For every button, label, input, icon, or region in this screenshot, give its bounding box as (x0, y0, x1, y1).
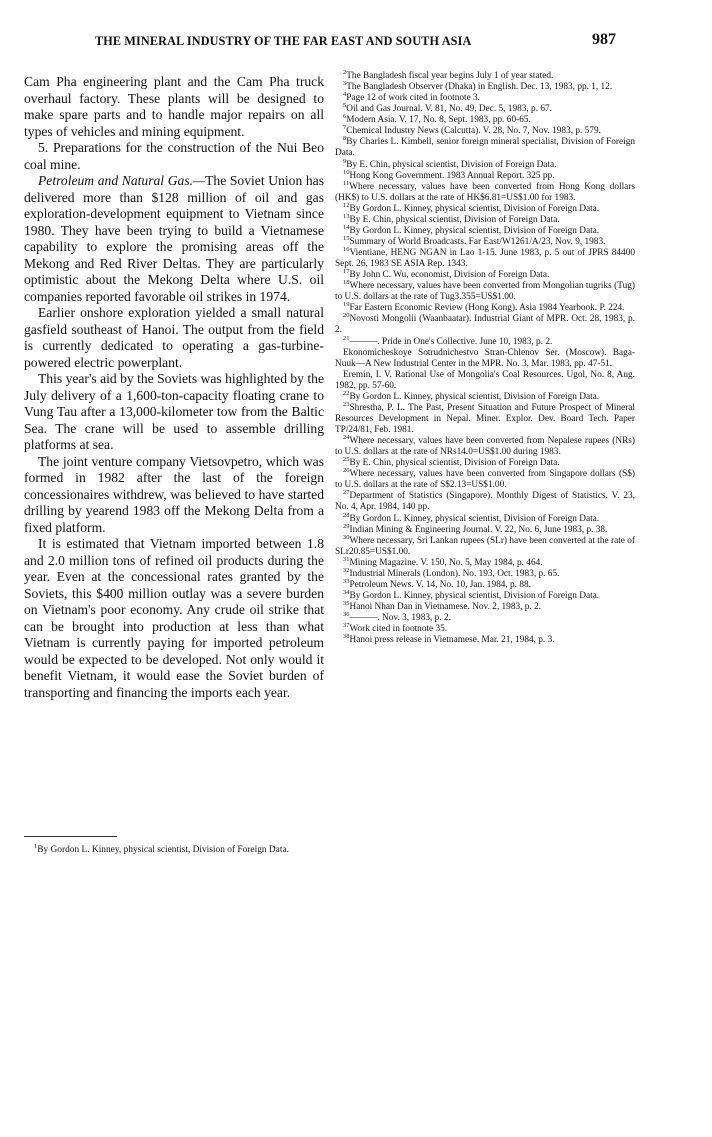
footnote (335, 270, 635, 281)
footnote-marker: 14 (343, 223, 350, 231)
body-paragraph: This year's aid by the Soviets was highlighted by the July delivery of a 1,600-ton-capacity floating crane to Vung Tau after a 13,000-kilometer tow from the Baltic Sea. The crane will be used to assemble drilling platforms at sea. (24, 371, 324, 452)
footnote (335, 555, 635, 569)
footnote-text: Where necessary, values have been converted from Mongolian tugriks (Tug) to U.S. dollars at the rate of Tug3.355=US$1.00. (335, 281, 635, 303)
footnote-marker: 27 (343, 489, 350, 497)
footnote-marker: 4 (343, 91, 347, 99)
footnote-marker: 22 (343, 389, 350, 397)
footnote-marker: 25 (343, 456, 350, 464)
footnote-text: By E. Chin, physical scientist, Division of Foreign Data. (349, 214, 560, 225)
footnote-marker: 37 (343, 622, 350, 630)
footnote (335, 458, 635, 469)
footnote (335, 234, 635, 248)
footnote (335, 137, 635, 159)
footnote-marker: 6 (343, 113, 347, 121)
footnote-marker: 34 (343, 588, 350, 596)
footnote-marker: 3 (343, 80, 347, 88)
footnote-text: By Gordon L. Kinney, physical scientist, Division of Foreign Data. (349, 513, 600, 524)
footnote-marker: 18 (343, 279, 350, 287)
footnote (335, 201, 635, 215)
footnote (335, 93, 635, 104)
footnote-marker: 32 (343, 566, 350, 574)
footnote-text: Chemical Industry News (Calcutta). V. 28, No. 7, Nov. 1983, p. 579. (346, 126, 601, 137)
footnote (335, 281, 635, 303)
footnote-marker: 30 (343, 533, 350, 541)
footnote (335, 212, 635, 226)
footnote-marker: 11 (343, 179, 350, 187)
footnote (335, 126, 635, 137)
footnote-text: Where necessary, values have been converted from Nepalese rupees (NRs) to U.S. dollars at the rate of NRs14.0=US$1.00 during 1983. (335, 436, 635, 458)
footnote-text: Vientiane, HENG NGAN in Lao 1-15. June 1983, p. 5 out of JPRS 84400 Sept. 26, 1983 SE ASIA Rep. 1343. (335, 248, 635, 270)
footnote-text: Where necessary, values have been converted from Singapore dollars (S$) to U.S. dollars at the rate of S$2.13=US$1.00. (335, 469, 635, 491)
footnote-marker: 23 (343, 400, 350, 408)
footnote (335, 314, 635, 336)
footnote-text: Indian Mining & Engineering Journal. V. 22, No. 6, June 1983, p. 38. (349, 524, 608, 535)
footnote-marker: 21 (343, 334, 350, 342)
footnote-text: By Gordon L. Kinney, physical scientist, Division of Foreign Data. (349, 590, 600, 601)
footnote-marker: 26 (343, 467, 350, 475)
footnote-text: Industrial Minerals (London). No. 193, Oct. 1983, p. 65. (349, 568, 560, 579)
running-title: THE MINERAL INDUSTRY OF THE FAR EAST AND SOUTH ASIA (95, 34, 472, 48)
footnote (335, 522, 635, 536)
footnote-marker: 2 (343, 69, 347, 76)
footnote-left (24, 845, 324, 857)
footnote-text: Hanoi Nhan Dan in Vietnamese. Nov. 2, 1983, p. 2. (349, 602, 542, 612)
footnote-marker: 29 (343, 522, 350, 530)
body-paragraph: The joint venture company Vietsovpetro, which was formed in 1982 after the last of the foreign concessionaires withdrew, was believed to have started drilling by yearend 1983 off the Mekong Delta from a fixed platform. (24, 453, 324, 535)
footnote-text: By Gordon L. Kinney, physical scientist, Division of Foreign Data. (37, 845, 289, 855)
footnote (335, 533, 635, 558)
footnote-text: Work cited in footnote 35. (349, 624, 448, 635)
footnote (335, 613, 635, 624)
paragraph-text: The Soviet Union has delivered more than $128 million of oil and gas exploration-development equipment to Vietnam since 1980. They have been trying to build a Vietnamese capability to explore the promising areas off the Mekong and Red River Deltas. They are particularly optimistic about the Mekong Delta where U.S. oil companies reported favorable oil strikes in 1974. (24, 173, 324, 304)
footnote-text: Petroleum News. V. 14, No. 10, Jan. 1984, p. 88. (349, 579, 531, 590)
footnote-text: Far Eastern Economic Review (Hong Kong). Asia 1984 Yearbook. P. 224. (349, 303, 625, 314)
footnote (335, 248, 635, 270)
footnote (24, 845, 324, 857)
footnote (335, 602, 635, 613)
page-number: 987 (592, 31, 616, 48)
footnote (335, 400, 635, 436)
footnote (335, 370, 635, 392)
footnote (335, 82, 635, 93)
footnote-text: By Gordon L. Kinney, physical scientist, Division of Foreign Data. (349, 225, 600, 236)
footnote-text: Ekonomicheskoye Sotrudnichestvo Stran-Chlenov Ser. (Moscow). Baga-Nuuk—A New Industrial Center in the MPR. No. 3, Mar. 1983, pp. 47-51. (335, 347, 635, 369)
footnote-text: By Gordon L. Kinney, physical scientist, Division of Foreign Data. (349, 203, 600, 214)
footnote-text: Where necessary, Sri Lankan rupees (SLr) have been converted at the rate of SLr20.85=US$1.00. (335, 535, 635, 557)
footnote-text: Eremin, I. V. Rational Use of Mongolia's Coal Resources. Ugol, No. 8, Aug. 1982, pp. 57-60. (335, 369, 635, 391)
footnote-text: Mining Magazine. V. 150, No. 5, May 1984, p. 464. (349, 557, 543, 568)
section-heading-petroleum: Petroleum and Natural Gas.— (38, 173, 206, 188)
footnote (335, 566, 635, 580)
footnote-marker: 9 (343, 157, 347, 165)
footnote-marker: 28 (343, 511, 350, 519)
footnote (335, 635, 635, 646)
footnote-marker: 10 (343, 168, 350, 176)
footnote-marker: 31 (343, 555, 350, 563)
footnote (335, 334, 635, 348)
footnote-text: The Bangladesh Observer (Dhaka) in English. Dec. 13, 1983, pp. 1, 12. (346, 82, 613, 93)
footnote (335, 511, 635, 525)
footnote-text: Hanoi press release in Vietnamese. Mar. 21, 1984, p. 3. (349, 635, 555, 646)
footnote (335, 491, 635, 513)
footnote-text: By E. Chin, physical scientist, Division of Foreign Data. (346, 159, 557, 170)
footnote-text: ———. Nov. 3, 1983, p. 2. (349, 613, 451, 624)
page-header (0, 32, 712, 52)
footnote (335, 588, 635, 602)
footnote (335, 436, 635, 458)
footnote (335, 168, 635, 182)
footnote (335, 115, 635, 126)
footnote (335, 624, 635, 635)
footnote (335, 157, 635, 171)
footnote-marker: 24 (343, 434, 350, 442)
footnote-marker: 1 (34, 843, 38, 850)
footnote (335, 71, 635, 82)
footnote (335, 223, 635, 237)
footnote-text: Where necessary, values have been converted from Hong Kong dollars (HK$) to U.S. dollars at the rate of HK$6.81=US$1.00 for 1983. (335, 181, 635, 203)
footnote-text: ———. Pride in One's Collective. June 10, 1983, p. 2. (349, 336, 553, 347)
footnote (335, 104, 635, 115)
footnote (335, 469, 635, 491)
body-paragraph: Cam Pha engineering plant and the Cam Pha truck overhaul factory. These plants will be designed to make spare parts and to handle major repairs on all types of vehicles and mining equipment. (24, 74, 324, 139)
body-paragraph: Earlier onshore exploration yielded a small natural gasfield southeast of Hanoi. The output from the field is currently dedicated to operating a gas-turbine-powered electric powerplant. (24, 305, 324, 370)
footnote (335, 348, 635, 370)
footnote (335, 303, 635, 314)
footnote-marker: 8 (343, 135, 347, 143)
footnote (335, 389, 635, 403)
footnote-text: By Charles L. Kimbell, senior foreign mineral specialist, Division of Foreign Data. (335, 137, 635, 159)
footnote-text: By Gordon L. Kinney, physical scientist, Division of Foreign Data. (349, 391, 600, 402)
footnote-marker: 16 (343, 246, 350, 253)
footnote-marker: 20 (343, 312, 350, 320)
footnote-marker: 12 (343, 201, 350, 209)
footnote-text: Page 12 of work cited in footnote 3. (346, 93, 480, 104)
footnote-text: Shrestha, P. L. The Past, Present Situation and Future Prospect of Mineral Resources Development in Nepal. Miner. Explor. Dev. Board Tech. Paper TP/24/81, Feb. 1981. (335, 402, 635, 435)
body-paragraph (24, 173, 324, 305)
footnote-marker: 13 (343, 212, 350, 220)
footnote-marker: 19 (343, 301, 350, 309)
footnote (335, 179, 635, 204)
footnote-text: The Bangladesh fiscal year begins July 1 of year stated. (346, 71, 554, 81)
footnote-marker: 7 (343, 124, 347, 132)
footnote-marker: 33 (343, 577, 350, 585)
footnote-text: Novosti Mongolii (Waanbaatar). Industrial Giant of MPR. Oct. 28, 1983, p. 2. (335, 314, 635, 336)
body-paragraph: 5. Preparations for the construction of the Nui Beo coal mine. (24, 140, 324, 172)
main-text-column (24, 74, 324, 701)
footnote-text: Department of Statistics (Singapore). Monthly Digest of Statistics. V. 23, No. 4, Apr. 1984, 140 pp. (335, 491, 635, 513)
footnote-text: Summary of World Broadcasts. Far East/W1261/A/23, Nov. 9, 1983. (349, 236, 606, 247)
footnote-marker: 5 (343, 102, 347, 110)
footnotes-column (335, 71, 635, 646)
footnote-text: Modern Asia. V. 17, No. 8, Sept. 1983, pp. 60-65. (346, 115, 531, 126)
footnote-text: Hong Kong Government. 1983 Annual Report. 325 pp. (349, 170, 555, 181)
footnote-marker: 15 (343, 234, 350, 242)
footnote-text: By John C. Wu, economist, Division of Foreign Data. (349, 270, 550, 281)
footnote-marker: 38 (343, 633, 350, 641)
footnote-divider (24, 836, 117, 837)
body-paragraph: It is estimated that Vietnam imported between 1.8 and 2.0 million tons of refined oil products during the year. Even at the concessional rates granted by the Soviets, this $400 million outlay was a severe burden on Vietnam's poor economy. Any crude oil strike that can be brought into production at less than what Vietnam is currently paying for imported petroleum would be expected to be developed. Not only would it benefit Vietnam, it would ease the Soviet burden of transporting and financing the imports each year. (24, 536, 324, 700)
footnote-text: By E. Chin, physical scientist, Division of Foreign Data. (349, 458, 560, 469)
footnote-text: Oil and Gas Journal. V. 81, No. 49, Dec. 5, 1983, p. 67. (346, 104, 552, 115)
footnote-marker: 35 (343, 600, 350, 607)
footnote-marker: 36 (343, 611, 350, 619)
footnote (335, 577, 635, 591)
footnote-marker: 17 (343, 268, 350, 276)
